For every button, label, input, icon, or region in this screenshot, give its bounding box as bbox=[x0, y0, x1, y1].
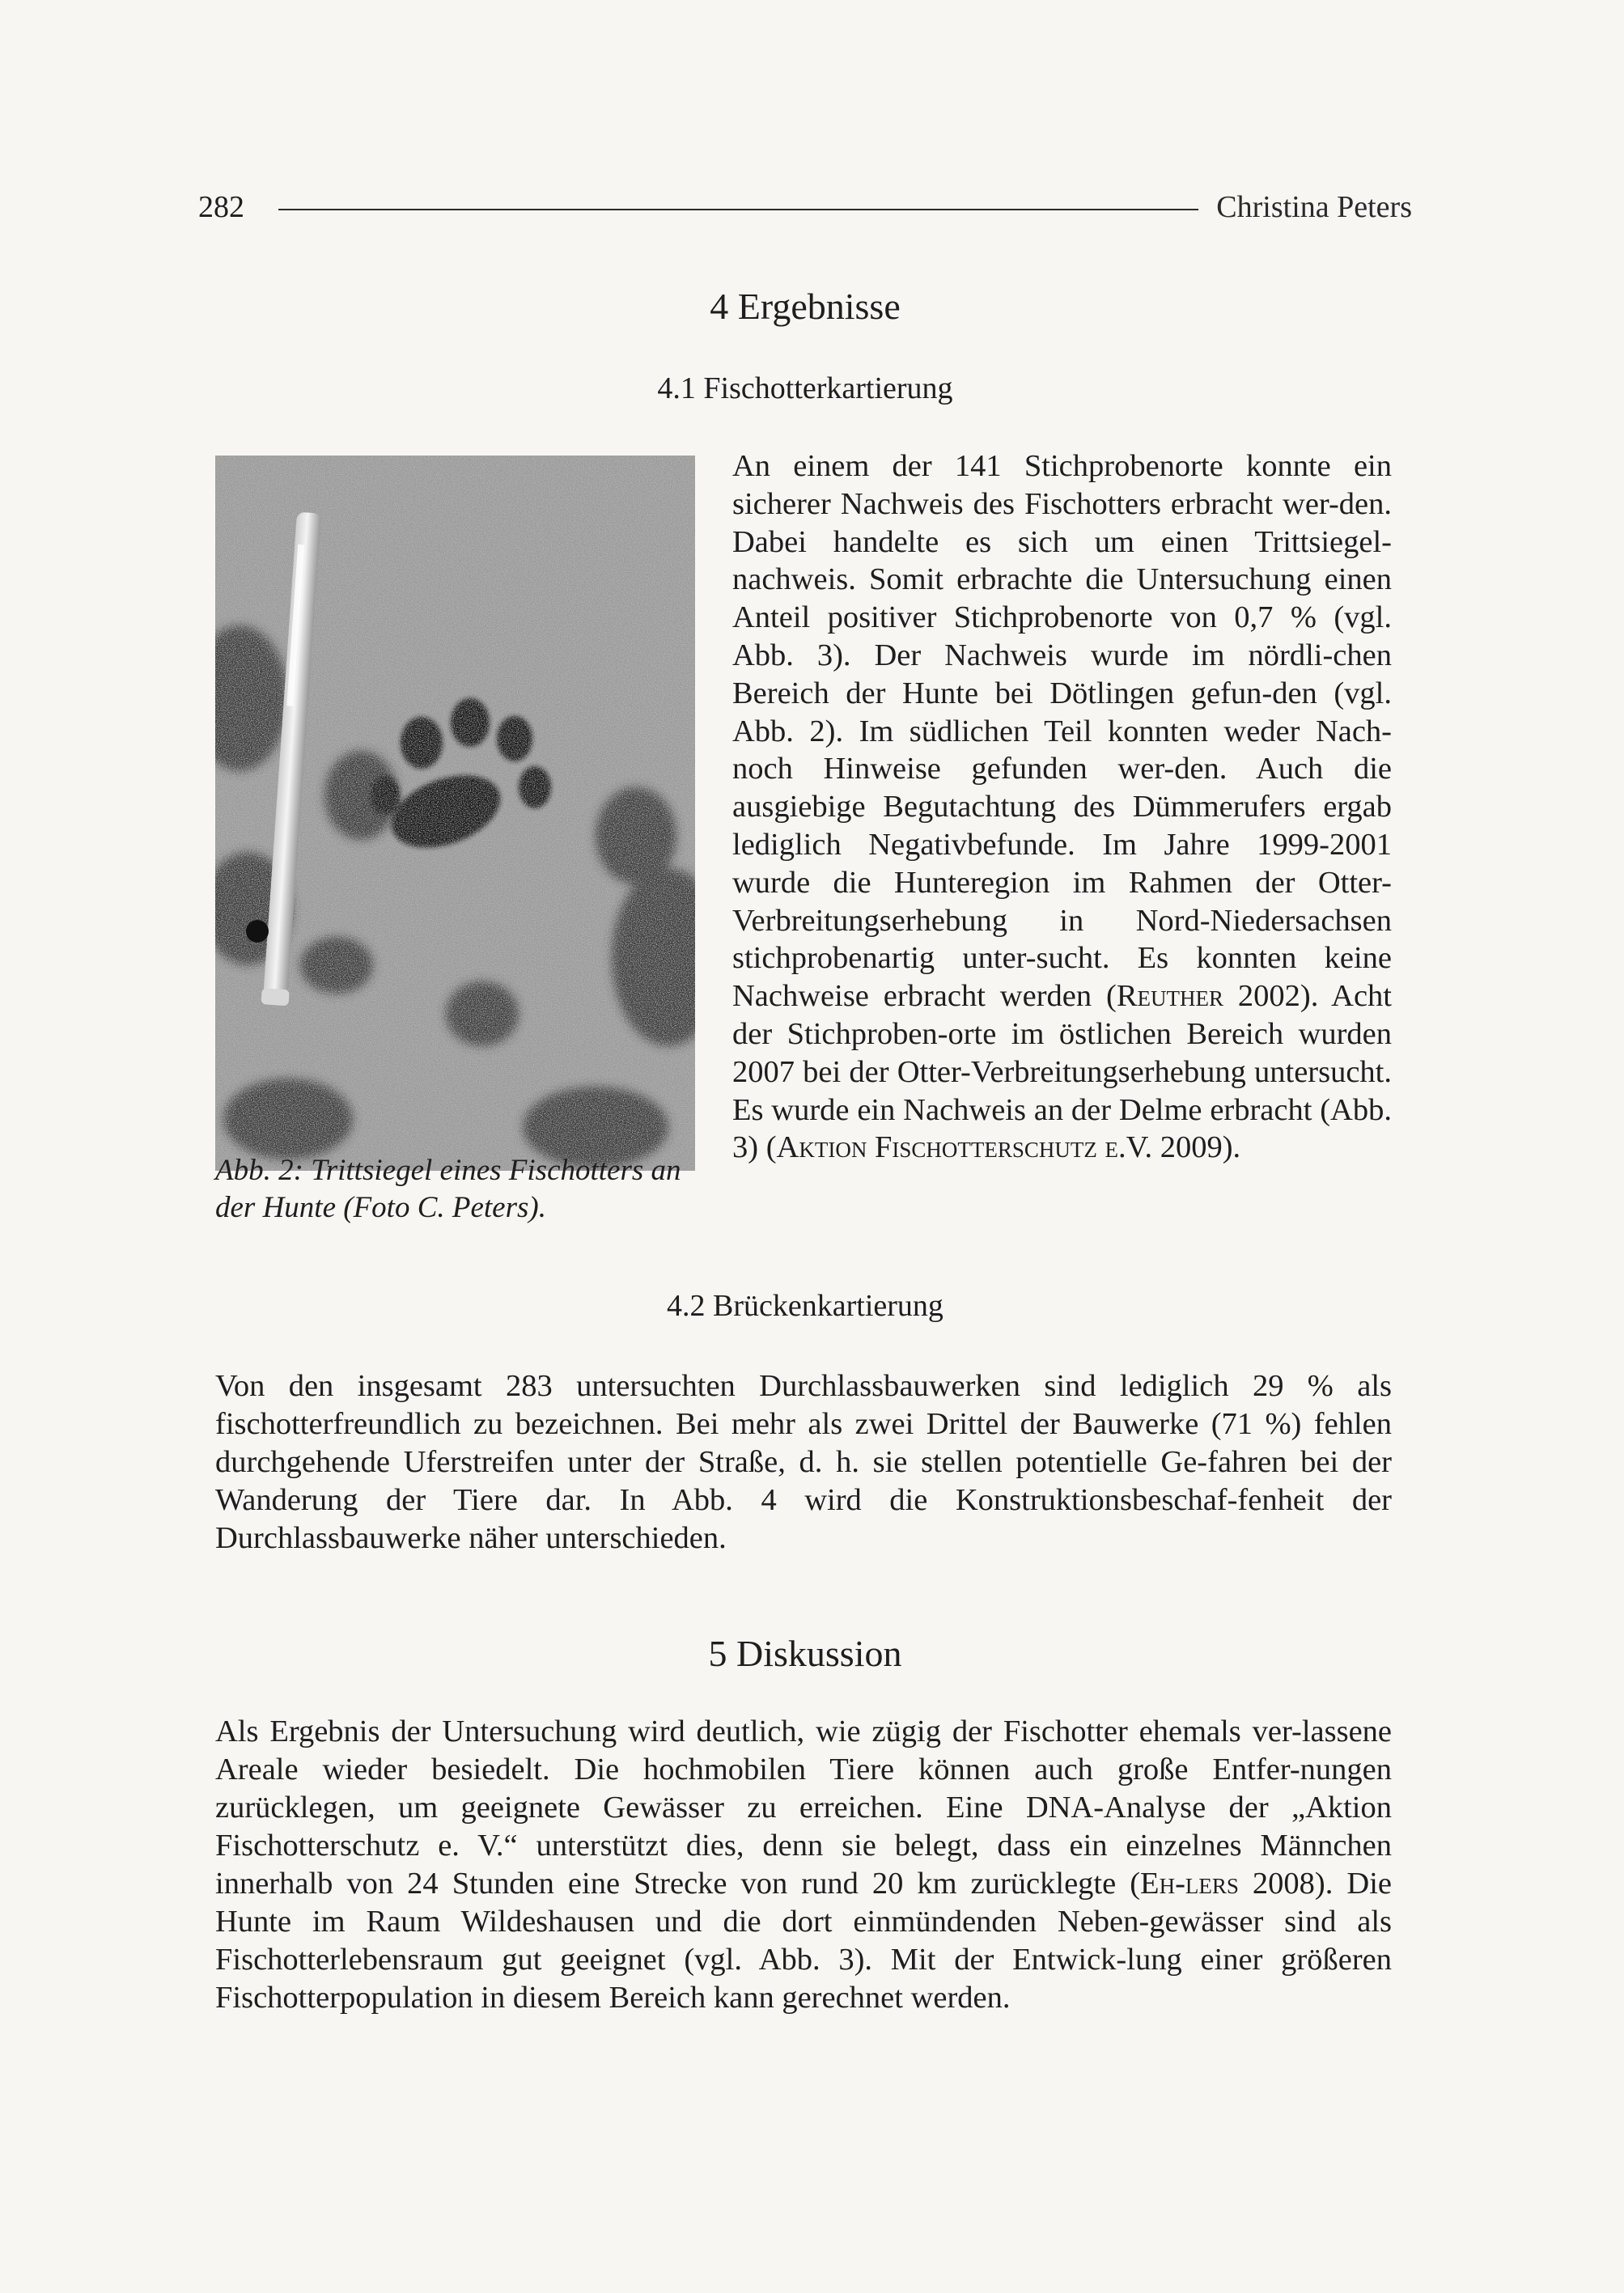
section-heading-diskussion: 5 Diskussion bbox=[708, 1633, 902, 1674]
running-header bbox=[198, 184, 1412, 230]
citation-ehlers: Eh-lers bbox=[1140, 1867, 1239, 1901]
paragraph-diskussion bbox=[215, 1713, 1392, 2017]
figure-caption-label: Abb. 2: bbox=[215, 1154, 303, 1187]
running-author: Christina Peters bbox=[1216, 190, 1412, 224]
footprint-photo-image bbox=[215, 456, 695, 1171]
figure-otter-footprint-photo bbox=[215, 456, 695, 1171]
subsection-heading-fischotterkartierung: 4.1 Fischotterkartierung bbox=[657, 371, 953, 405]
paragraph-fischotter-part-b: 2002). Acht der Stichproben-orte im östlichen Bereich wurden 2007 bei der Otter-Verbreitungserhebung untersucht. Es wurde ein Nachweis an der Delme erbracht (Abb. 3) ( bbox=[732, 979, 1392, 1165]
paragraph-fischotter-part-c: 2009). bbox=[1152, 1130, 1241, 1165]
paragraph-diskussion-part-a: Als Ergebnis der Untersuchung wird deutlich, wie zügig der Fischotter ehemals ver-lassene Areale wieder besiedelt. Die hochmobilen Tiere können auch große Entfer-nungen zurücklegen, um geeignete Gewässer zu erreichen. Eine DNA-Analyse der „Aktion Fischotterschutz e. V.“ unterstützt dies, denn sie belegt, dass ein einzelnes Männchen innerhalb von 24 Stunden eine Strecke von rund 20 km zurücklegte ( bbox=[215, 1714, 1392, 1901]
citation-aktion-fischotterschutz: Aktion Fischotterschutz e.V. bbox=[776, 1130, 1153, 1165]
paragraph-diskussion-part-b: 2008). Die Hunte im Raum Wildeshausen und die dort einmündenden Neben-gewässer sind als Fischotterlebensraum gut geeignet (vgl. Abb. 3). Mit der Entwick-lung einer größeren Fischotterpopulation in diesem Bereich kann gerechnet werden. bbox=[215, 1867, 1392, 2015]
subsection-heading-brueckenkartierung: 4.2 Brückenkartierung bbox=[667, 1289, 943, 1323]
figure-caption-text: Trittsiegel eines Fischotters an der Hunte (Foto C. Peters). bbox=[215, 1154, 681, 1224]
header-rule bbox=[278, 209, 1198, 210]
paragraph-fischotterkartierung bbox=[732, 447, 1392, 1167]
citation-reuther: Reuther bbox=[1116, 979, 1224, 1014]
paragraph-brueckenkartierung: Von den insgesamt 283 untersuchten Durchlassbauwerken sind lediglich 29 % als fischotterfreundlich zu bezeichnen. Bei mehr als zwei Drittel der Bauwerke (71 %) fehlen durchgehende Uferstreifen unter der Straße, d. h. sie stellen potentielle Ge-fahren bei der Wanderung der Tiere dar. In Abb. 4 wird die Konstruktionsbeschaf-fenheit der Durchlassbauwerke näher unterschieden. bbox=[215, 1369, 1392, 1555]
section-heading-ergebnisse: 4 Ergebnisse bbox=[710, 286, 901, 327]
paragraph-fischotter-part-a: An einem der 141 Stichprobenorte konnte ein sicherer Nachweis des Fischotters erbracht wer-den. Dabei handelte es sich um einen Trittsiegel-nachweis. Somit erbrachte die Untersuchung einen Anteil positiver Stichprobenorte von 0,7 % (vgl. Abb. 3). Der Nachweis wurde im nördli-chen Bereich der Hunte bei Dötlingen gefun-den (vgl. Abb. 2). Im südlichen Teil konnten weder Nach- noch Hinweise gefunden wer-den. Auch die ausgiebige Begutachtung des Dümmerufers ergab lediglich Negativbefunde. Im Jahre 1999-2001 wurde die Hunteregion im Rahmen der Otter-Verbreitungserhebung in Nord-Niedersachsen stichprobenartig unter-sucht. Es konnten keine Nachweise erbracht werden ( bbox=[732, 449, 1392, 1014]
page-number: 282 bbox=[198, 190, 244, 224]
figure-caption bbox=[215, 1152, 709, 1227]
